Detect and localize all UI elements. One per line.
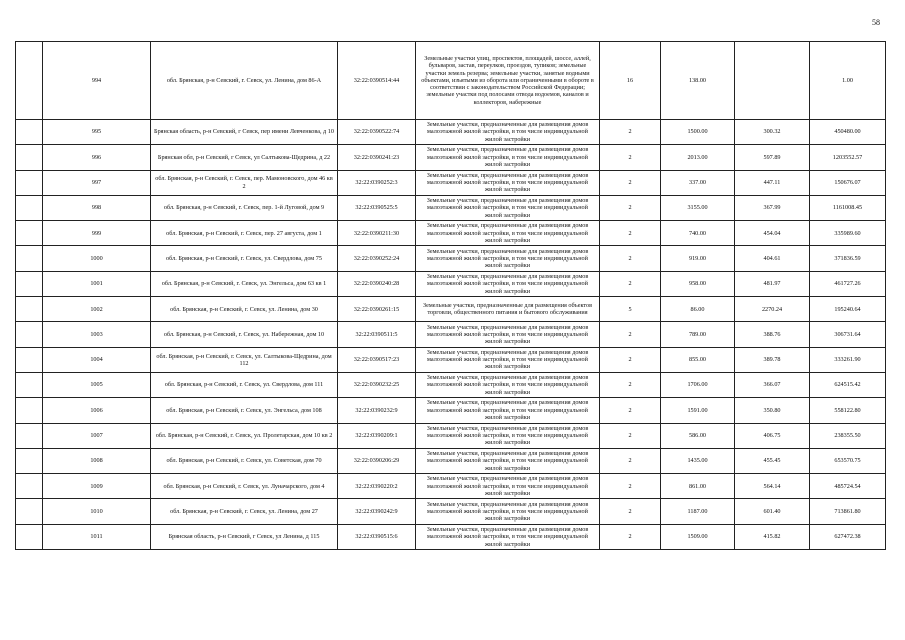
specific-value-cell: 389.78	[735, 347, 810, 372]
row-number-cell: 1005	[43, 372, 151, 397]
land-use-cell: Земельные участки, предназначенные для размещения домов малоэтажной жилой застройки, в том числе индивидуальной жилой застройки	[416, 145, 600, 170]
cadastral-number-cell: 32:22:0390242:9	[338, 499, 416, 524]
spacer-cell	[16, 398, 43, 423]
land-use-cell: Земельные участки, предназначенные для размещения домов малоэтажной жилой застройки, в том числе индивидуальной жилой застройки	[416, 347, 600, 372]
area-cell: 1591.00	[661, 398, 735, 423]
land-use-cell: Земельные участки, предназначенные для размещения домов малоэтажной жилой застройки, в том числе индивидуальной жилой застройки	[416, 246, 600, 271]
cadastral-number-cell: 32:22:0390522:74	[338, 120, 416, 145]
cadastral-number-cell: 32:22:0390511:5	[338, 322, 416, 347]
row-number-cell: 1002	[43, 297, 151, 322]
area-cell: 855.00	[661, 347, 735, 372]
address-cell: обл. Брянская, р-н Севский, г. Севск, ул. Пролетарская, дом 10 кв 2	[151, 423, 338, 448]
table-row	[16, 499, 886, 524]
spacer-cell	[16, 120, 43, 145]
group-cell: 2	[600, 195, 661, 220]
row-number-cell: 998	[43, 195, 151, 220]
cadastral-number-cell: 32:22:0390232:25	[338, 372, 416, 397]
spacer-cell	[16, 524, 43, 549]
cadastral-value-cell: 333261.90	[810, 347, 886, 372]
table-row	[16, 120, 886, 145]
cadastral-value-cell: 461727.26	[810, 271, 886, 296]
cadastral-number-cell: 32:22:0390517:23	[338, 347, 416, 372]
row-number-cell: 1010	[43, 499, 151, 524]
address-cell: обл. Брянская, р-н Севский, г. Севск, ул. Салтыкова-Щедрина, дом 112	[151, 347, 338, 372]
row-number-cell: 1001	[43, 271, 151, 296]
land-use-cell: Земельные участки, предназначенные для размещения домов малоэтажной жилой застройки, в том числе индивидуальной жилой застройки	[416, 322, 600, 347]
group-cell: 2	[600, 398, 661, 423]
area-cell: 861.00	[661, 474, 735, 499]
cadastral-value-cell: 306731.64	[810, 322, 886, 347]
table-row	[16, 42, 886, 120]
table-row	[16, 398, 886, 423]
table-row	[16, 271, 886, 296]
area-cell: 1187.00	[661, 499, 735, 524]
cadastral-number-cell: 32:22:0390261:15	[338, 297, 416, 322]
cadastral-value-cell: 624515.42	[810, 372, 886, 397]
cadastral-number-cell: 32:22:0390252:3	[338, 170, 416, 195]
specific-value-cell: 2270.24	[735, 297, 810, 322]
cadastral-number-cell: 32:22:0390252:24	[338, 246, 416, 271]
specific-value-cell: 404.61	[735, 246, 810, 271]
cadastral-number-cell: 32:22:0390515:6	[338, 524, 416, 549]
cadastral-number-cell: 32:22:0390206:29	[338, 448, 416, 473]
group-cell: 2	[600, 372, 661, 397]
cadastral-value-cell: 653570.75	[810, 448, 886, 473]
specific-value-cell: 455.45	[735, 448, 810, 473]
cadastral-value-cell: 150676.07	[810, 170, 886, 195]
address-cell: обл. Брянская, р-н Севский, г. Севск, ул. Луначарского, дом 4	[151, 474, 338, 499]
spacer-cell	[16, 246, 43, 271]
group-cell: 2	[600, 170, 661, 195]
row-number-cell: 1006	[43, 398, 151, 423]
cadastral-number-cell: 32:22:0390232:9	[338, 398, 416, 423]
cadastral-number-cell: 32:22:0390241:23	[338, 145, 416, 170]
row-number-cell: 1003	[43, 322, 151, 347]
group-cell: 2	[600, 347, 661, 372]
cadastral-value-cell: 1161008.45	[810, 195, 886, 220]
address-cell: обл. Брянская, р-н Севский, г. Севск, ул. Набережная, дом 10	[151, 322, 338, 347]
cadastral-value-cell: 238355.50	[810, 423, 886, 448]
land-use-cell: Земельные участки, предназначенные для размещения объектов торговли, общественного питания и бытового обслуживания	[416, 297, 600, 322]
land-parcels-table	[15, 41, 886, 550]
cadastral-value-cell: 713861.80	[810, 499, 886, 524]
address-cell: обл. Брянская, р-н Севский, г. Севск, ул. Свердлова, дом 111	[151, 372, 338, 397]
spacer-cell	[16, 474, 43, 499]
spacer-cell	[16, 347, 43, 372]
row-number-cell: 1007	[43, 423, 151, 448]
group-cell: 2	[600, 448, 661, 473]
specific-value-cell: 454.04	[735, 221, 810, 246]
table-row	[16, 195, 886, 220]
table-row	[16, 322, 886, 347]
land-use-cell: Земельные участки, предназначенные для размещения домов малоэтажной жилой застройки, в том числе индивидуальной жилой застройки	[416, 195, 600, 220]
address-cell: обл. Брянская, р-н Севский, г. Севск, ул. Свердлова, дом 75	[151, 246, 338, 271]
area-cell: 919.00	[661, 246, 735, 271]
cadastral-value-cell: 627472.38	[810, 524, 886, 549]
table-row	[16, 524, 886, 549]
table-row	[16, 170, 886, 195]
specific-value-cell: 406.75	[735, 423, 810, 448]
address-cell: Брянская область, р-н Севский, г Севск, пер имени Левченкова, д 10	[151, 120, 338, 145]
table-row	[16, 372, 886, 397]
specific-value-cell: 300.32	[735, 120, 810, 145]
cadastral-value-cell: 558122.80	[810, 398, 886, 423]
row-number-cell: 1011	[43, 524, 151, 549]
area-cell: 1500.00	[661, 120, 735, 145]
spacer-cell	[16, 297, 43, 322]
row-number-cell: 997	[43, 170, 151, 195]
land-use-cell: Земельные участки, предназначенные для размещения домов малоэтажной жилой застройки, в том числе индивидуальной жилой застройки	[416, 423, 600, 448]
land-use-cell: Земельные участки, предназначенные для размещения домов малоэтажной жилой застройки, в том числе индивидуальной жилой застройки	[416, 372, 600, 397]
address-cell: Брянская область, р-н Севский, г Севск, ул Ленина, д 115	[151, 524, 338, 549]
address-cell: Брянская обл, р-н Севский, г Севск, ул Салтыкова-Щедрина, д 22	[151, 145, 338, 170]
spacer-cell	[16, 372, 43, 397]
specific-value-cell: 366.07	[735, 372, 810, 397]
address-cell: обл. Брянская, р-н Севский, г. Севск, ул. Советская, дом 70	[151, 448, 338, 473]
cadastral-value-cell: 450480.00	[810, 120, 886, 145]
address-cell: обл. Брянская, р-н Севский, г. Севск, ул. Энгельса, дом 108	[151, 398, 338, 423]
specific-value-cell: 367.99	[735, 195, 810, 220]
land-use-cell: Земельные участки, предназначенные для размещения домов малоэтажной жилой застройки, в том числе индивидуальной жилой застройки	[416, 448, 600, 473]
group-cell: 2	[600, 423, 661, 448]
spacer-cell	[16, 271, 43, 296]
land-use-cell: Земельные участки, предназначенные для размещения домов малоэтажной жилой застройки, в том числе индивидуальной жилой застройки	[416, 271, 600, 296]
specific-value-cell: 597.89	[735, 145, 810, 170]
cadastral-number-cell: 32:22:0390525:5	[338, 195, 416, 220]
spacer-cell	[16, 145, 43, 170]
specific-value-cell: 447.11	[735, 170, 810, 195]
land-use-cell: Земельные участки, предназначенные для размещения домов малоэтажной жилой застройки, в том числе индивидуальной жилой застройки	[416, 499, 600, 524]
address-cell: обл. Брянская, р-н Севский, г. Севск, пер. 27 августа, дом 1	[151, 221, 338, 246]
area-cell: 1435.00	[661, 448, 735, 473]
table-row	[16, 347, 886, 372]
cadastral-number-cell: 32:22:0390240:28	[338, 271, 416, 296]
group-cell: 2	[600, 246, 661, 271]
group-cell: 5	[600, 297, 661, 322]
address-cell: обл. Брянская, р-н Севский, г. Севск, пер. Мамоновского, дом 46 кв 2	[151, 170, 338, 195]
address-cell: обл. Брянская, р-н Севский, г. Севск, ул. Ленина, дом 30	[151, 297, 338, 322]
spacer-cell	[16, 423, 43, 448]
row-number-cell: 1009	[43, 474, 151, 499]
area-cell: 789.00	[661, 322, 735, 347]
cadastral-number-cell: 32:22:0390514:44	[338, 42, 416, 120]
address-cell: обл. Брянская, р-н Севский, г. Севск, пер. 1-й Луговой, дом 9	[151, 195, 338, 220]
area-cell: 3155.00	[661, 195, 735, 220]
area-cell: 740.00	[661, 221, 735, 246]
area-cell: 1706.00	[661, 372, 735, 397]
row-number-cell: 1000	[43, 246, 151, 271]
land-use-cell: Земельные участки, предназначенные для размещения домов малоэтажной жилой застройки, в том числе индивидуальной жилой застройки	[416, 170, 600, 195]
land-use-cell: Земельные участки, предназначенные для размещения домов малоэтажной жилой застройки, в том числе индивидуальной жилой застройки	[416, 524, 600, 549]
area-cell: 337.00	[661, 170, 735, 195]
group-cell: 2	[600, 322, 661, 347]
table-row	[16, 423, 886, 448]
spacer-cell	[16, 499, 43, 524]
cadastral-value-cell: 195240.64	[810, 297, 886, 322]
address-cell: обл. Брянская, р-н Севский, г. Севск, ул. Ленина, дом 27	[151, 499, 338, 524]
specific-value-cell: 601.40	[735, 499, 810, 524]
row-number-cell: 1004	[43, 347, 151, 372]
area-cell: 958.00	[661, 271, 735, 296]
area-cell: 86.00	[661, 297, 735, 322]
address-cell: обл. Брянская, р-н Севский, г. Севск, ул. Ленина, дом 86-А	[151, 42, 338, 120]
specific-value-cell: 481.97	[735, 271, 810, 296]
cadastral-value-cell: 335989.60	[810, 221, 886, 246]
cadastral-value-cell: 371836.59	[810, 246, 886, 271]
specific-value-cell	[735, 42, 810, 120]
spacer-cell	[16, 322, 43, 347]
area-cell: 2013.00	[661, 145, 735, 170]
land-use-cell: Земельные участки улиц, проспектов, площадей, шоссе, аллей, бульваров, застав, переулков, проездов, тупиков; земельные участки земель резерва; земельные участки, занятые водными объектами, изъятыми из оборота или ограниченными в обороте в соответствии с законодательством Российской Федерации; земельные участки под полосами отвода водоемов, каналов и коллекторов, набережные	[416, 42, 600, 120]
group-cell: 2	[600, 145, 661, 170]
address-cell: обл. Брянская, р-н Севский, г. Севск, ул. Энгельса, дом 63 кв 1	[151, 271, 338, 296]
specific-value-cell: 388.76	[735, 322, 810, 347]
cadastral-number-cell: 32:22:0390211:30	[338, 221, 416, 246]
group-cell: 2	[600, 271, 661, 296]
table-row	[16, 221, 886, 246]
spacer-cell	[16, 195, 43, 220]
cadastral-value-cell: 1.00	[810, 42, 886, 120]
spacer-cell	[16, 42, 43, 120]
cadastral-number-cell: 32:22:0390220:2	[338, 474, 416, 499]
land-use-cell: Земельные участки, предназначенные для размещения домов малоэтажной жилой застройки, в том числе индивидуальной жилой застройки	[416, 221, 600, 246]
cadastral-number-cell: 32:22:0390209:1	[338, 423, 416, 448]
specific-value-cell: 350.80	[735, 398, 810, 423]
table-row	[16, 448, 886, 473]
row-number-cell: 995	[43, 120, 151, 145]
land-use-cell: Земельные участки, предназначенные для размещения домов малоэтажной жилой застройки, в том числе индивидуальной жилой застройки	[416, 474, 600, 499]
land-use-cell: Земельные участки, предназначенные для размещения домов малоэтажной жилой застройки, в том числе индивидуальной жилой застройки	[416, 120, 600, 145]
area-cell: 138.00	[661, 42, 735, 120]
table-body	[16, 42, 886, 550]
area-cell: 1509.00	[661, 524, 735, 549]
group-cell: 16	[600, 42, 661, 120]
cadastral-value-cell: 485724.54	[810, 474, 886, 499]
specific-value-cell: 564.14	[735, 474, 810, 499]
table-row	[16, 246, 886, 271]
page-number: 58	[872, 18, 880, 27]
table-row	[16, 297, 886, 322]
specific-value-cell: 415.82	[735, 524, 810, 549]
spacer-cell	[16, 221, 43, 246]
group-cell: 2	[600, 221, 661, 246]
table-row	[16, 145, 886, 170]
row-number-cell: 999	[43, 221, 151, 246]
group-cell: 2	[600, 474, 661, 499]
group-cell: 2	[600, 120, 661, 145]
table-row	[16, 474, 886, 499]
row-number-cell: 996	[43, 145, 151, 170]
land-use-cell: Земельные участки, предназначенные для размещения домов малоэтажной жилой застройки, в том числе индивидуальной жилой застройки	[416, 398, 600, 423]
row-number-cell: 1008	[43, 448, 151, 473]
row-number-cell: 994	[43, 42, 151, 120]
cadastral-value-cell: 1203552.57	[810, 145, 886, 170]
group-cell: 2	[600, 499, 661, 524]
group-cell: 2	[600, 524, 661, 549]
spacer-cell	[16, 170, 43, 195]
spacer-cell	[16, 448, 43, 473]
area-cell: 586.00	[661, 423, 735, 448]
